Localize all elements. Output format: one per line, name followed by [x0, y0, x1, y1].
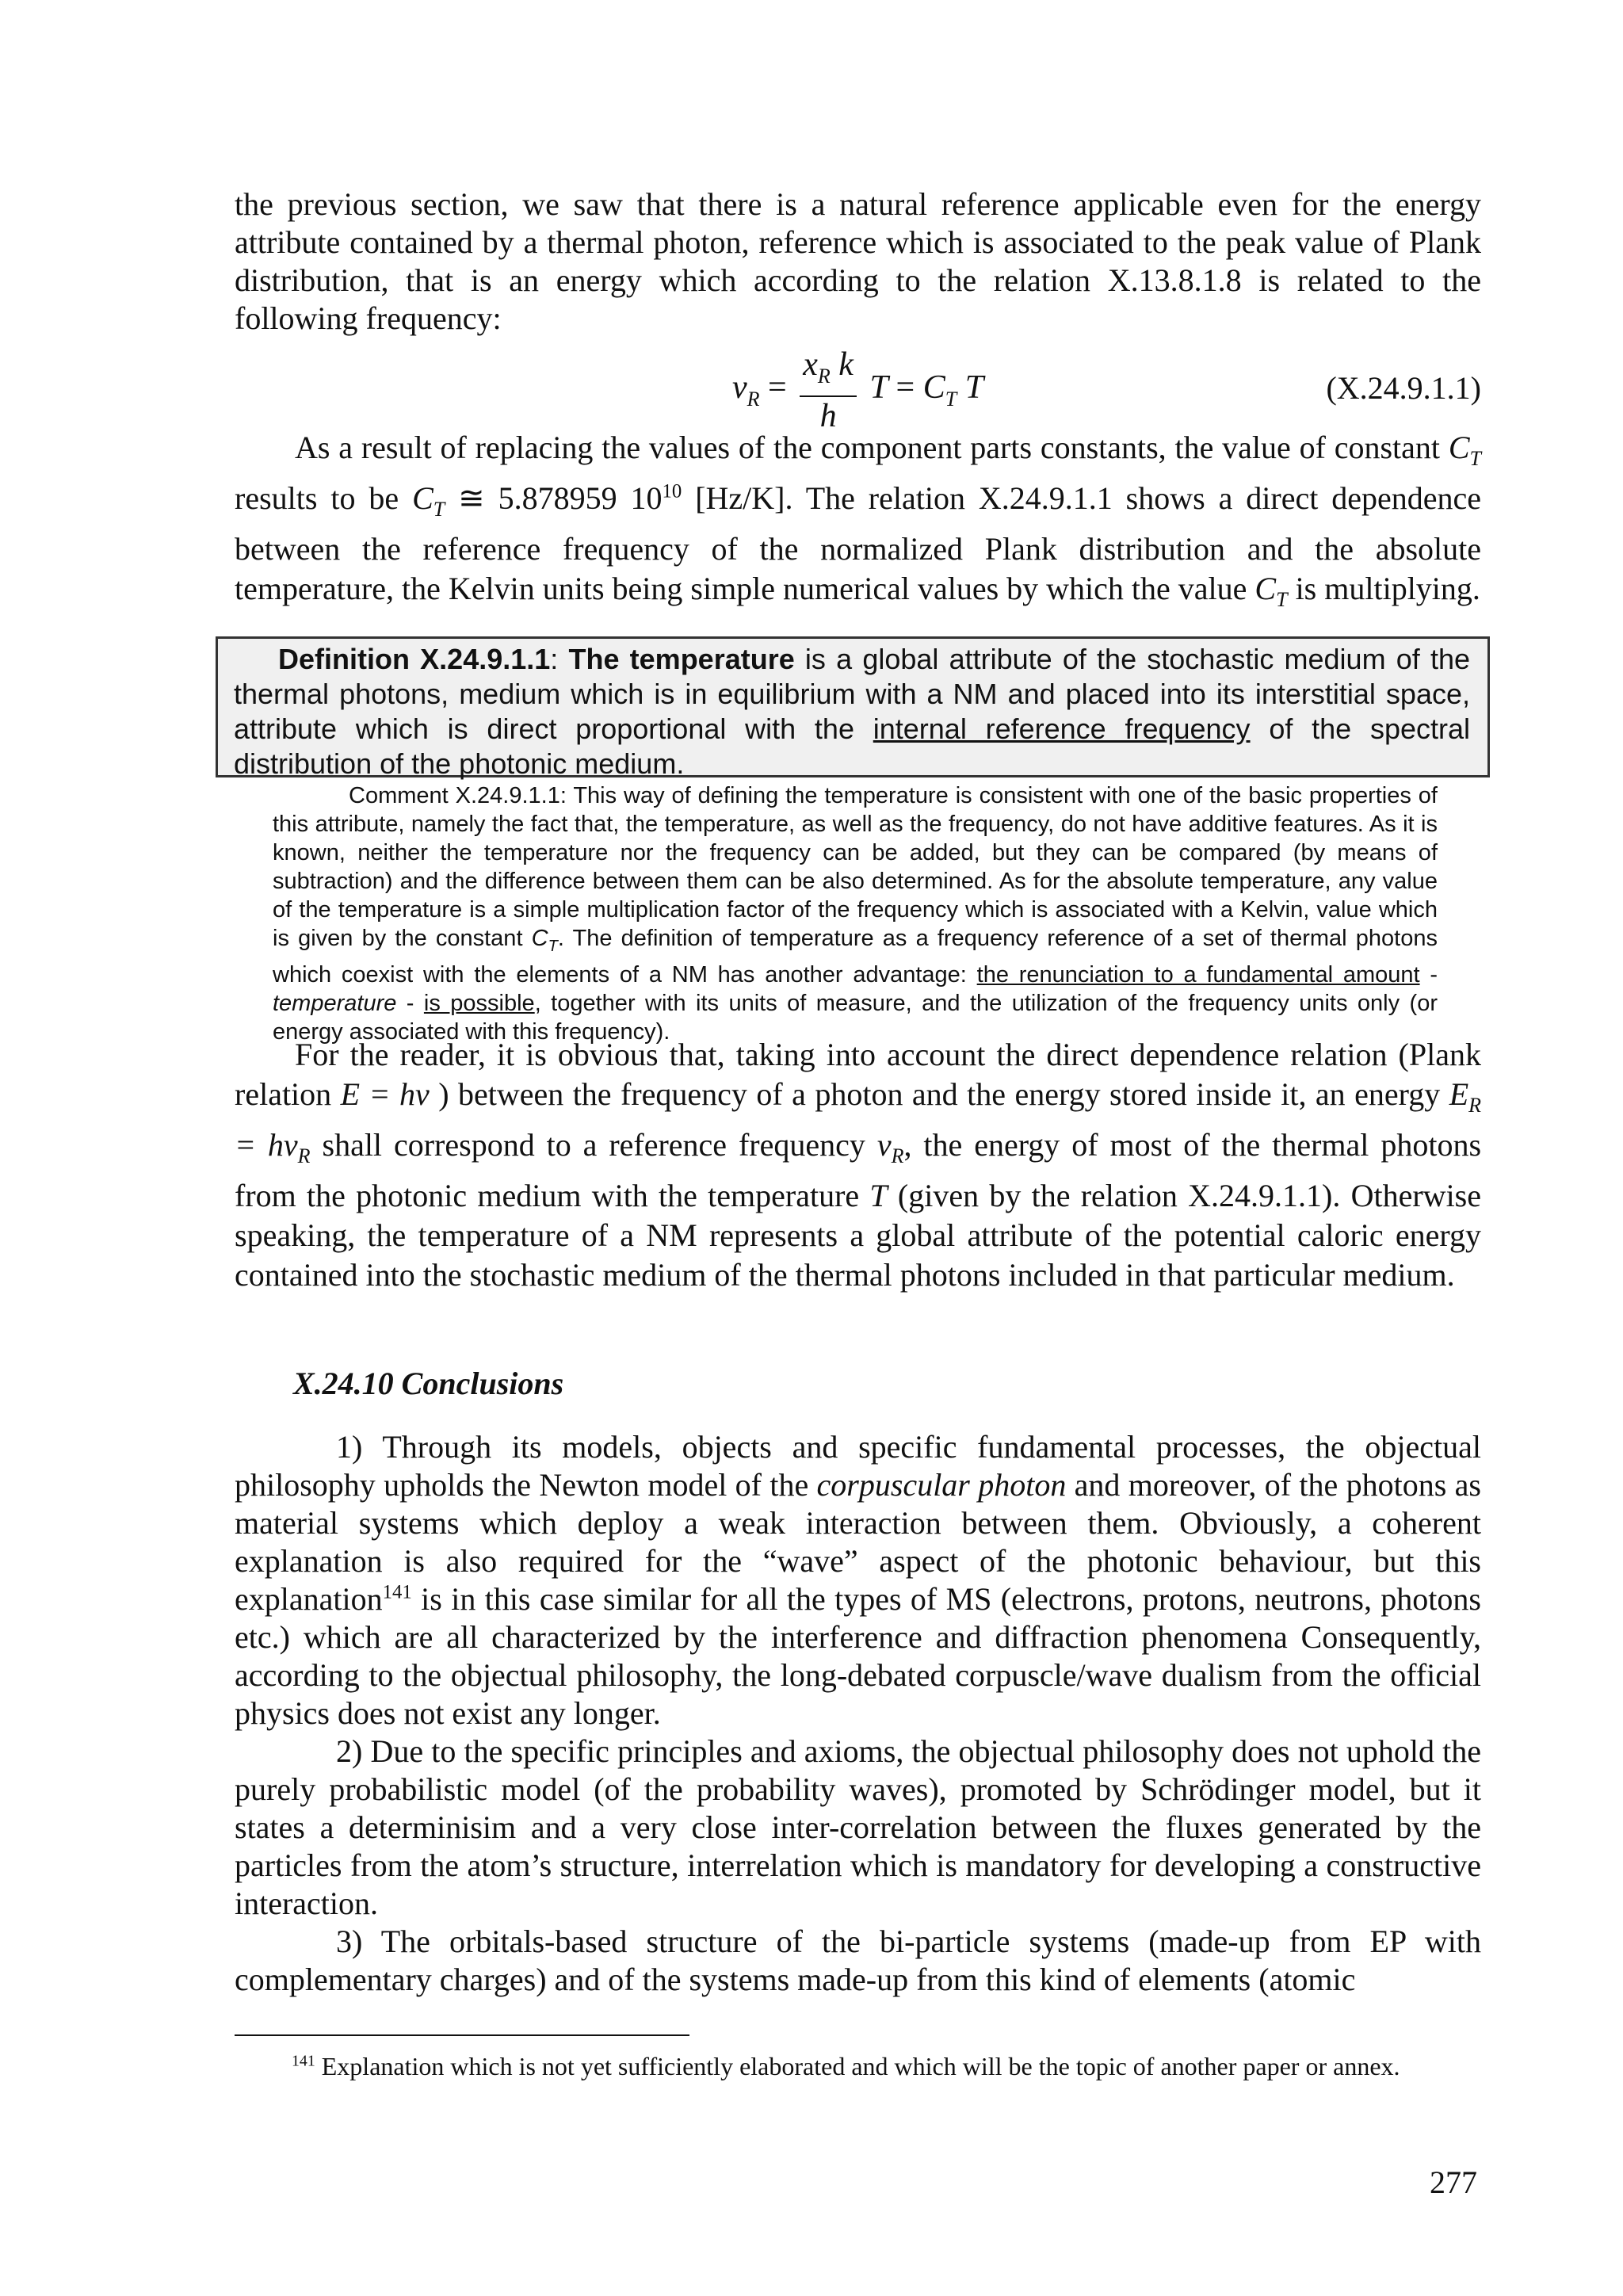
- para2-b: ) between the frequency of a photon and the energy stored inside it, an energy: [438, 1076, 1441, 1112]
- comment-block: [273, 781, 1438, 1046]
- para2-block: [235, 1035, 1481, 1295]
- para1-exp: 10: [662, 480, 682, 502]
- para2-c: shall correspond to a reference frequency: [322, 1127, 865, 1163]
- page-number: 277: [1430, 2164, 1477, 2200]
- eq-num-k: k: [838, 346, 854, 383]
- comment-italic: temperature: [273, 990, 397, 1016]
- comment-underline-1: the renunciation to a fundamental amount: [976, 961, 1420, 988]
- footnote-ref-141[interactable]: 141: [382, 1581, 412, 1603]
- conclusion-1-c: is in this case similar for all the types of MS (electrons, protons, neutrons, photons etc.) which are all characterized by the interference and diffraction phenomena Consequently, according to the objectual philosophy, the long-debated corpuscle/wave dualism from the official physics does not exist any longer.: [235, 1581, 1481, 1731]
- para1-block: [235, 428, 1481, 620]
- para1-ct-b: $C_T$: [412, 480, 445, 521]
- definition-underlined: internal reference frequency: [873, 712, 1251, 745]
- para2-a: For the reader, it is obvious that, taking into account the direct dependence relation (Plank relation: [235, 1037, 1481, 1112]
- intro-block: [235, 185, 1481, 338]
- para2: [235, 1035, 1481, 1295]
- equation-number: (X.24.9.1.1): [1326, 370, 1481, 406]
- eq-nu-sub: R: [747, 388, 760, 411]
- eq-t2: T: [964, 369, 984, 407]
- comment-text2: . The definition of temperature as a frequency reference of a set of thermal photons which coexist with the elements of a NM has another advantage:: [273, 926, 1438, 988]
- comment-ct: $C_T$: [531, 926, 558, 955]
- para1-line1: As a result of replacing the values of the component parts constants, the value of constant: [295, 430, 1441, 465]
- eq-c-sub: T: [945, 388, 957, 411]
- comment-underline-2: is possible: [423, 990, 535, 1016]
- equation-formula: [732, 346, 983, 435]
- para1-ct-c: $C_T$: [1254, 571, 1288, 611]
- conclusion-1-a: 1) Through its models, objects and specific fundamental processes, the objectual philosophy upholds the Newton model of the: [235, 1429, 1481, 1503]
- footnote: [235, 2049, 1481, 2084]
- intro-paragraph: the previous section, we saw that there is a natural reference applicable even for the energy attribute contained by a thermal photon, reference which is associated to the peak value of Plank distribution, that is an energy which according to the relation X.13.8.1.8 is related to the following frequency:: [235, 186, 1481, 336]
- eq-num-x: x: [803, 346, 818, 383]
- footnote-text: Explanation which is not yet sufficiently elaborated and which will be the topic of another paper or annex.: [321, 2052, 1400, 2080]
- para2-e: (given by the relation X.24.9.1.1). Otherwise speaking, the temperature of a NM represents a global attribute of the potential caloric energy contained into the stochastic medium of the thermal photons included in that particular medium.: [235, 1178, 1481, 1293]
- eq-equals-1: =: [768, 369, 787, 407]
- eq-num-x-sub: R: [817, 365, 831, 388]
- footnote-marker: 141: [292, 2052, 315, 2070]
- comment-dash1: -: [1419, 961, 1438, 988]
- eq-numerator: [800, 346, 857, 397]
- para2-t: T: [869, 1178, 888, 1213]
- comment-text3: , together with its units of measure, and the utilization of the frequency units only (or energy associated with this frequency).: [273, 990, 1438, 1045]
- conclusion-3: 3) The orbitals-based structure of the bi-particle systems (made-up from EP with complementary charges) and of the systems made-up from this kind of elements (atomic: [235, 1924, 1481, 1997]
- para1: [235, 428, 1481, 620]
- para2-d: , the energy of most of the thermal photons from the photonic medium with the temperature: [235, 1127, 1482, 1213]
- para1-end: is multiplying.: [1295, 571, 1480, 606]
- para1-approx: ≅: [458, 480, 485, 516]
- eq-fraction: [800, 346, 857, 435]
- conclusions-block: [235, 1428, 1481, 1999]
- para2-plank-relation: E = hν: [340, 1076, 430, 1112]
- definition-text2: of the spectral distribution of the photonic medium.: [234, 712, 1470, 780]
- eq-equals-2: =: [896, 369, 915, 407]
- conclusion-1-italic: corpuscular photon: [816, 1467, 1067, 1503]
- para1-results: results to be: [235, 480, 399, 516]
- definition-text1: is a global attribute of the stochastic medium of the thermal photons, medium which is in equilibrium with a NM and placed into its interstitial space, attribute which is direct proportional with the: [234, 643, 1470, 745]
- definition-text: [234, 642, 1470, 781]
- comment-dash2: -: [396, 990, 424, 1016]
- definition-colon: :: [550, 643, 569, 675]
- equation-row: [235, 346, 1481, 433]
- conclusion-1: [235, 1428, 1481, 1733]
- definition-label: Definition X.24.9.1.1: [278, 643, 551, 675]
- para1-ct: $C_T$: [1448, 430, 1481, 470]
- definition-box: [216, 636, 1490, 780]
- footnote-rule: [235, 2034, 689, 2036]
- para1-rest: [Hz/K]. The relation X.24.9.1.1 shows a direct dependence between the reference frequency of the normalized Plank distribution and the absolute temperature, the Kelvin units being simple numerical values by which the value: [235, 480, 1482, 606]
- para2-er: $E_R = h\nu_R$: [235, 1076, 1482, 1167]
- conclusion-1-b: and moreover, of the photons as material systems which deploy a weak interaction between them. Obviously, a coherent explanation is also required for the “wave” aspect of the photonic behaviour, but this explanation: [235, 1467, 1481, 1617]
- para2-nu: $\nu_R$: [876, 1127, 904, 1167]
- section-heading: X.24.10 Conclusions: [293, 1366, 564, 1401]
- definition-term: The temperature: [568, 643, 795, 675]
- para1-value: 5.878959 10: [498, 480, 663, 516]
- eq-nu: ν: [732, 369, 747, 407]
- eq-denominator: h: [819, 398, 837, 434]
- eq-c: C: [922, 369, 945, 407]
- eq-t1: T: [869, 369, 888, 407]
- comment-text1: Comment X.24.9.1.1: This way of defining the temperature is consistent with one of the basic properties of this attribute, namely the fact that, the temperature, as well as the frequency, do not have additive features. As it is known, neither the temperature nor the frequency can be added, but they can be compared (by means of subtraction) and the difference between them can be also determined. As for the absolute temperature, any value of the temperature is a simple multiplication factor of the frequency which is associated with a Kelvin, value which is given by the constant: [273, 783, 1438, 951]
- conclusion-2: 2) Due to the specific principles and axioms, the objectual philosophy does not uphold the purely probabilistic model (of the probability waves), promoted by Schrödinger model, but it states a determinisim and a very close inter-correlation between the fluxes generated by the particles from the atom’s structure, interrelation which is mandatory for developing a constructive interaction.: [235, 1733, 1481, 1921]
